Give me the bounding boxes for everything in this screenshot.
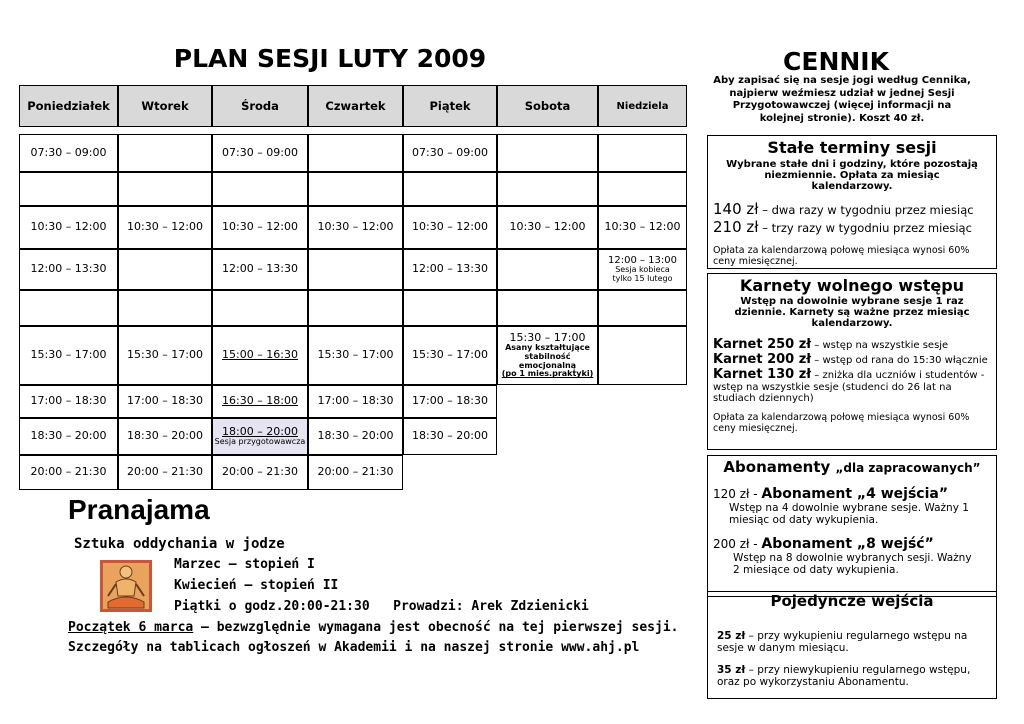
schedule-cell xyxy=(598,249,687,290)
cell-time: 15:30 – 17:00 xyxy=(412,348,488,362)
day-header: Czwartek xyxy=(308,85,403,127)
cell-time: 12:00 – 13:30 xyxy=(222,262,298,276)
schedule-cell xyxy=(19,290,118,326)
abonamenty-box xyxy=(707,455,997,597)
schedule-cell xyxy=(497,172,598,206)
schedule-cell xyxy=(308,172,403,206)
cell-time: 17:00 – 18:30 xyxy=(30,394,107,408)
schedule-cell xyxy=(308,455,403,490)
schedule-cell xyxy=(497,134,598,172)
abonament-4-desc: Wstęp na 4 dowolnie wybrane sesje. Ważny 1 miesiąc od daty wykupienia. xyxy=(729,502,969,526)
schedule-cell xyxy=(19,206,118,249)
pranajama-start: Początek 6 marca – bezwzględnie wymagana jest obecność na tej pierwszej sesji. xyxy=(68,620,679,635)
schedule-cell xyxy=(497,206,598,249)
schedule-cell xyxy=(19,249,118,290)
karnety-note: Opłata za kalendarzową połowę miesiąca wynosi 60% ceny miesięcznej. xyxy=(713,412,970,434)
schedule-title: PLAN SESJI LUTY 2009 xyxy=(173,44,487,73)
cell-time: 17:00 – 18:30 xyxy=(317,394,394,408)
schedule-cell xyxy=(403,134,497,172)
schedule-cell xyxy=(19,418,118,455)
stale-terminy-box xyxy=(707,135,997,269)
abonament-8-desc: Wstęp na 8 dowolnie wybranych sesji. Ważny 2 miesiące od daty wykupienia. xyxy=(733,552,972,576)
abonament-8: 200 zł - Abonament „8 wejść” xyxy=(713,536,934,552)
cell-time: 12:00 – 13:30 xyxy=(30,262,107,276)
yogi-illustration xyxy=(100,560,152,612)
cell-time: 20:00 – 21:30 xyxy=(222,465,298,479)
stale-price-1: 140 zł – dwa razy w tygodniu przez miesiąc xyxy=(713,200,974,218)
saturday-note: Asany kształtujące stabilność emocjonalną xyxy=(505,342,590,370)
cell-time: 17:00 – 18:30 xyxy=(127,394,203,408)
cennik-title: CENNIK xyxy=(783,47,889,76)
cell-time: 07:30 – 09:00 xyxy=(412,145,488,159)
karnet-2: Karnet 200 zł – wstęp od rana do 15:30 włącznie xyxy=(713,352,988,367)
schedule-cell xyxy=(118,290,212,326)
schedule-cell xyxy=(403,290,497,326)
cell-time: 18:30 – 20:00 xyxy=(127,429,203,443)
cell-time: 17:00 – 18:30 xyxy=(412,394,488,408)
schedule-cell xyxy=(403,249,497,290)
schedule-cell xyxy=(19,385,118,418)
schedule-cell xyxy=(212,249,308,290)
stale-note: Opłata za kalendarzową połowę miesiąca wynosi 60% ceny miesięcznej. xyxy=(713,245,970,267)
cell-time: 16:30 – 18:00 xyxy=(222,394,298,408)
sunday-time: 12:00 – 13:00 xyxy=(608,255,677,267)
cell-time: 10:30 – 12:00 xyxy=(317,220,394,234)
schedule-cell xyxy=(308,134,403,172)
schedule-cell xyxy=(19,134,118,172)
schedule-cell xyxy=(212,418,308,455)
schedule-cell xyxy=(118,134,212,172)
cell-time: 15:30 – 17:00 xyxy=(127,348,203,362)
cell-time: 18:30 – 20:00 xyxy=(30,429,107,443)
cell-time: 18:00 – 20:00 xyxy=(222,425,298,439)
schedule-cell xyxy=(19,172,118,206)
schedule-cell xyxy=(598,172,687,206)
cell-time: 20:00 – 21:30 xyxy=(127,465,203,479)
schedule-cell xyxy=(212,134,308,172)
cell-time: 20:00 – 21:30 xyxy=(30,465,107,479)
schedule-cell xyxy=(598,290,687,326)
schedule-cell xyxy=(598,206,687,249)
pojedyncze-box xyxy=(707,591,997,699)
karnety-desc: Wstęp na dowolnie wybrane sesje 1 raz dziennie. Karnety są ważne przez miesiąc kalendarzowy. xyxy=(734,296,970,329)
schedule-cell xyxy=(212,290,308,326)
schedule-cell xyxy=(308,326,403,385)
schedule-cell xyxy=(212,385,308,418)
schedule-cell xyxy=(308,249,403,290)
pranajama-subtitle: Sztuka oddychania w jodze xyxy=(74,536,285,552)
stale-heading: Stałe terminy sesji xyxy=(767,138,937,157)
schedule-cell xyxy=(212,172,308,206)
cell-time: 18:30 – 20:00 xyxy=(317,429,394,443)
schedule-cell xyxy=(403,326,497,385)
cell-time: 10:30 – 12:00 xyxy=(127,220,203,234)
schedule-cell xyxy=(19,455,118,490)
abonamenty-heading: Abonamenty „dla zapracowanych” xyxy=(723,458,981,476)
stale-desc: Wybrane stałe dni i godziny, które pozostają niezmiennie. Opłata za miesiąc kalendarzowy. xyxy=(726,159,978,192)
pranajama-line-2: Kwiecień – stopień II xyxy=(174,578,339,593)
sunday-note: Sesja kobieca tylko 15 lutego xyxy=(612,265,673,283)
cennik-intro: Aby zapisać się na sesje jogi według Cennika, najpierw weźmiesz udział w jednej Sesji Przygotowawczej (więcej informacji na kolejnej stronie). Koszt 40 zł. xyxy=(713,75,971,124)
schedule-cell xyxy=(497,249,598,290)
stale-price-2: 210 zł – trzy razy w tygodniu przez miesiąc xyxy=(713,218,972,236)
day-header: Piątek xyxy=(403,85,497,127)
schedule-cell xyxy=(212,326,308,385)
cell-time: 20:00 – 21:30 xyxy=(317,465,394,479)
saturday-note-sub: (po 1 mies.praktyki) xyxy=(501,369,594,379)
cell-time: 07:30 – 09:00 xyxy=(30,145,107,159)
cell-time: 15:00 – 16:30 xyxy=(222,348,298,362)
schedule-cell xyxy=(118,172,212,206)
schedule-cell xyxy=(598,134,687,172)
schedule-cell xyxy=(118,418,212,455)
cell-time: 15:30 – 17:00 xyxy=(317,348,394,362)
karnet-3: Karnet 130 zł – zniżka dla uczniów i studentów - wstęp na wszystkie sesje (studenci do 26 lat na studiach dziennych) xyxy=(713,367,985,404)
abonament-4: 120 zł - Abonament „4 wejścia” xyxy=(713,486,949,502)
schedule-cell xyxy=(403,172,497,206)
schedule-cell xyxy=(308,206,403,249)
day-header: Wtorek xyxy=(118,85,212,127)
cell-time: 12:00 – 13:30 xyxy=(412,262,488,276)
cell-time: 15:30 – 17:00 xyxy=(509,330,586,344)
day-header: Poniedziałek xyxy=(19,85,118,127)
schedule-cell xyxy=(497,290,598,326)
wednesday-note: Sesja przygotowawcza xyxy=(214,437,306,447)
schedule-cell xyxy=(118,455,212,490)
schedule-cell xyxy=(19,326,118,385)
schedule-cell xyxy=(118,206,212,249)
karnet-1: Karnet 250 zł – wstęp na wszystkie sesje xyxy=(713,337,949,352)
day-header: Środa xyxy=(212,85,308,127)
schedule-cell xyxy=(403,418,497,455)
cell-time: 10:30 – 12:00 xyxy=(412,220,488,234)
schedule-cell xyxy=(403,206,497,249)
schedule-cell xyxy=(212,455,308,490)
schedule-cell xyxy=(598,326,687,385)
cell-time: 10:30 – 12:00 xyxy=(604,220,681,234)
day-header: Niedziela xyxy=(598,85,687,127)
pranajama-line-3: Piątki o godz.20:00-21:30 Prowadzi: Arek Zdzienicki xyxy=(174,599,589,614)
cell-time: 10:30 – 12:00 xyxy=(222,220,298,234)
cell-time: 15:30 – 17:00 xyxy=(30,348,107,362)
cell-time: 07:30 – 09:00 xyxy=(222,145,298,159)
cell-time: 10:30 – 12:00 xyxy=(30,220,107,234)
pojedyncze-price-2: 35 zł – przy niewykupieniu regularnego wstępu, oraz po wykorzystaniu Abonamentu. xyxy=(717,664,971,688)
schedule-cell xyxy=(118,249,212,290)
karnety-box xyxy=(707,273,997,450)
pranajama-title: Pranajama xyxy=(68,494,210,525)
schedule-cell xyxy=(118,385,212,418)
schedule-cell xyxy=(308,418,403,455)
schedule-cell xyxy=(308,290,403,326)
pojedyncze-price-1: 25 zł – przy wykupieniu regularnego wstępu na sesje w danym miesiącu. xyxy=(717,630,968,654)
karnety-heading: Karnety wolnego wstępu xyxy=(739,276,965,295)
schedule-cell xyxy=(118,326,212,385)
schedule-cell xyxy=(497,326,598,385)
day-header: Sobota xyxy=(497,85,598,127)
cell-time: 18:30 – 20:00 xyxy=(412,429,488,443)
pojedyncze-heading: Pojedyncze wejścia xyxy=(770,592,934,610)
pranajama-line-1: Marzec – stopień I xyxy=(174,557,315,572)
pranajama-details: Szczegóły na tablicach ogłoszeń w Akademii i na naszej stronie www.ahj.pl xyxy=(68,640,640,655)
schedule-cell xyxy=(403,385,497,418)
schedule-cell xyxy=(212,206,308,249)
schedule-cell xyxy=(308,385,403,418)
cell-time: 10:30 – 12:00 xyxy=(509,220,586,234)
